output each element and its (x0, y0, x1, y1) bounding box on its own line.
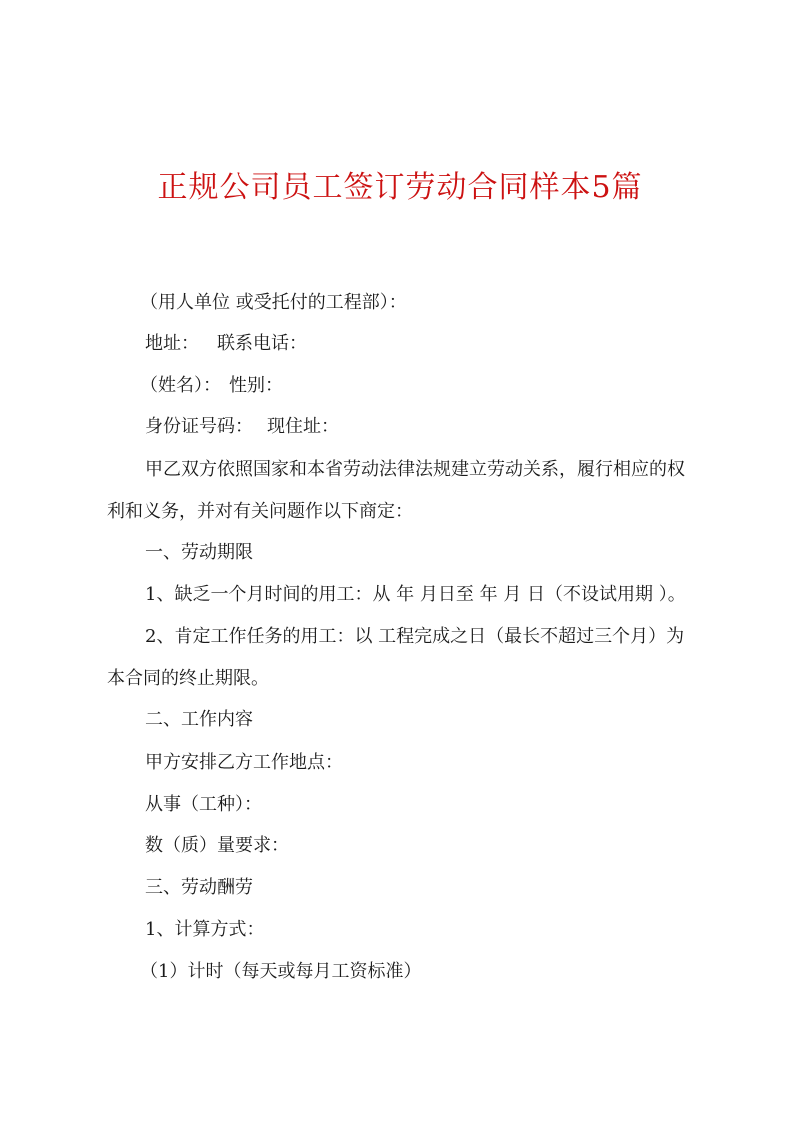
workplace-line: 甲方安排乙方工作地点： (145, 752, 343, 773)
paragraph-line: 甲乙双方依照国家和本省劳动法律法规建立劳动关系，履行相应的权 (145, 459, 685, 480)
address-label: 地址： (145, 333, 199, 354)
phone-label: 联系电话： (217, 333, 307, 354)
document-title: 正规公司员工签订劳动合同样本5篇 (157, 170, 643, 205)
name-line (140, 374, 283, 398)
gender-label: 性别： (229, 375, 283, 396)
term-line: 本合同的终止期限。 (107, 668, 269, 689)
id-line (145, 415, 339, 439)
term-line: 1、缺乏一个月时间的用工：从 年 月日至 年 月 日（不设试用期 ）。 (145, 584, 686, 605)
current-address-label: 现住址： (267, 416, 339, 437)
address-line (145, 332, 307, 356)
section-heading: 二、工作内容 (145, 709, 253, 730)
paragraph-line: 利和义务，并对有关问题作以下商定： (107, 501, 413, 522)
hourly-line: （1）计时（每天或每月工资标准） (140, 961, 422, 982)
quantity-line: 数（质）量要求： (145, 835, 289, 856)
calc-method-line: 1、计算方式： (145, 919, 265, 940)
section-heading: 一、劳动期限 (145, 542, 253, 563)
job-type-line: 从事（工种）： (145, 794, 262, 815)
section-heading: 三、劳动酬劳 (145, 877, 253, 898)
name-label: （姓名）： (140, 375, 221, 396)
term-line: 2、肯定工作任务的用工：以 工程完成之日（最长不超过三个月）为 (145, 626, 685, 647)
id-number-label: 身份证号码： (145, 416, 253, 437)
employer-line: （用人单位 或受托付的工程部）： (140, 292, 407, 313)
